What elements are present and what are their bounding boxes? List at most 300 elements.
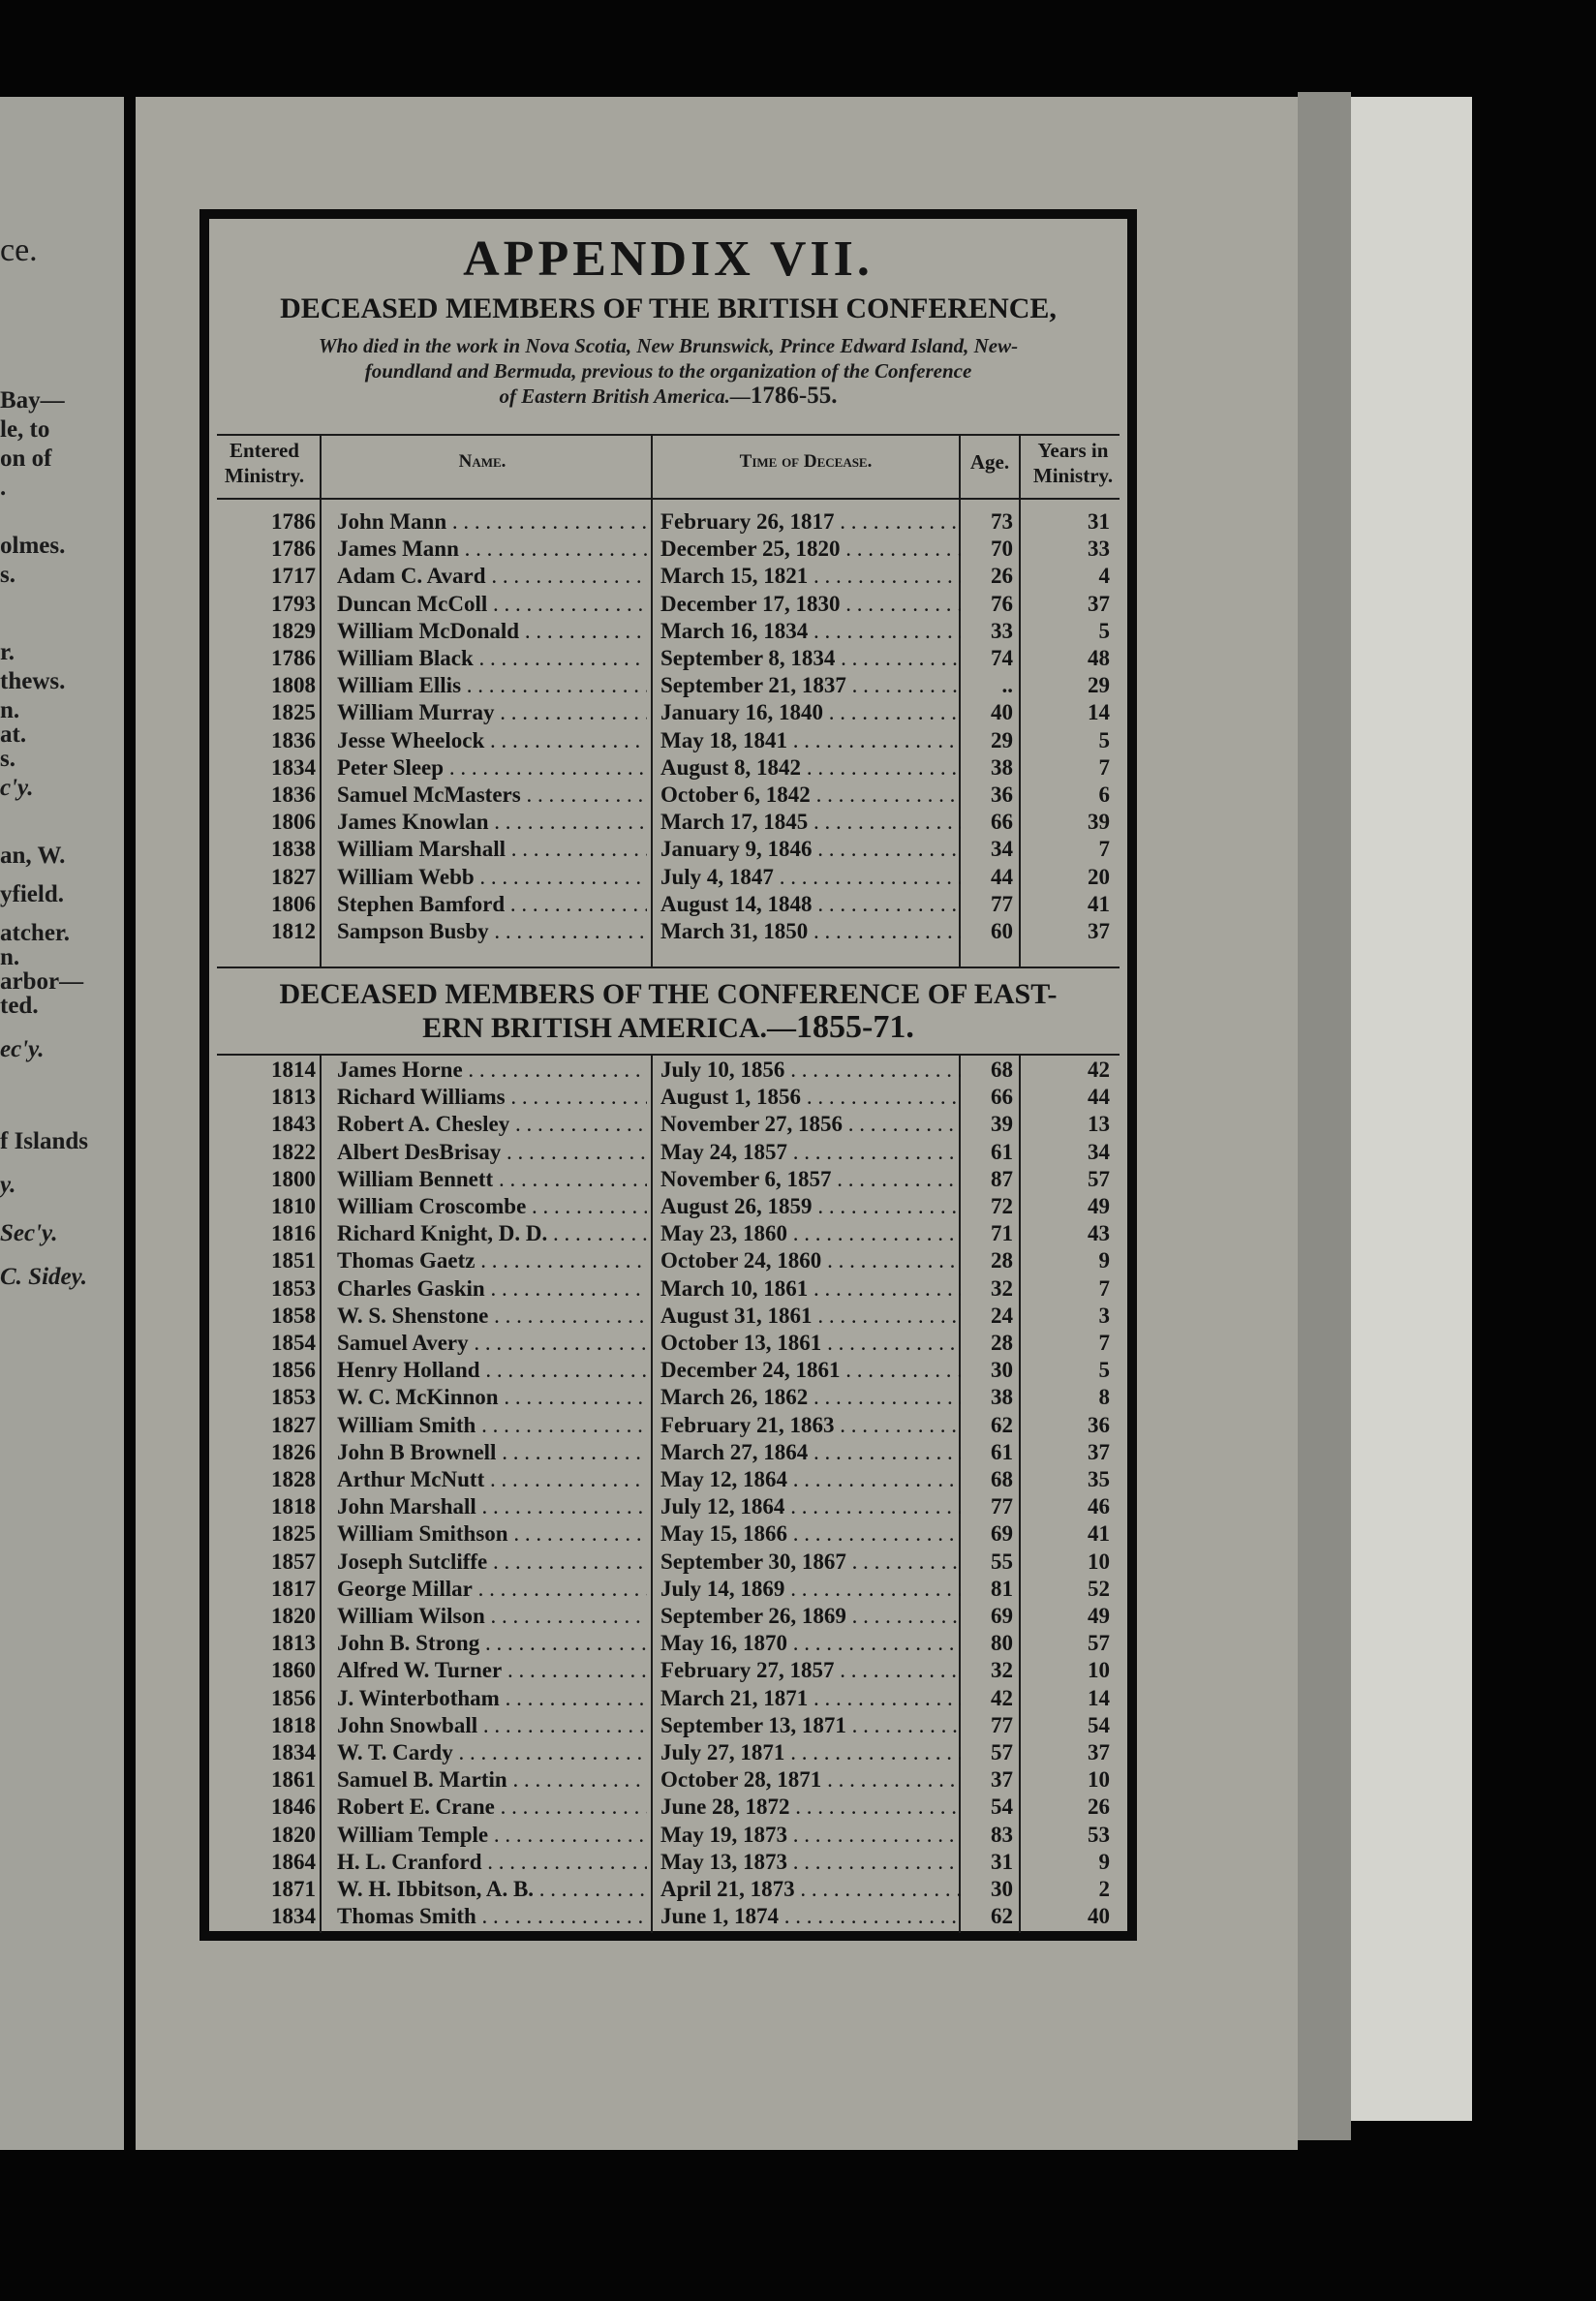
- years-in-ministry: 40: [1088, 1904, 1110, 1929]
- age: 37: [991, 1767, 1013, 1793]
- decease-date: May 24, 1857 . . .: [660, 1140, 961, 1165]
- years-in-ministry: 53: [1088, 1822, 1110, 1847]
- years-in-ministry: 33: [1088, 537, 1110, 562]
- minister-name: Henry Holland . . .: [337, 1358, 647, 1383]
- decease-date: May 18, 1841 . . .: [660, 728, 961, 753]
- table-row: [209, 1823, 1127, 1850]
- entered-year: 1818: [271, 1494, 316, 1519]
- age: 87: [991, 1166, 1013, 1191]
- years-in-ministry: 52: [1088, 1576, 1110, 1601]
- minister-name: Thomas Gaetz . . .: [337, 1248, 647, 1273]
- entered-year: 1806: [271, 891, 316, 916]
- age: 83: [991, 1822, 1013, 1847]
- years-in-ministry: 43: [1088, 1221, 1110, 1246]
- age: 44: [991, 864, 1013, 889]
- entered-year: 1871: [271, 1877, 316, 1901]
- entered-year: 1856: [271, 1358, 316, 1383]
- left-page-fragment: y.: [0, 1172, 16, 1198]
- years-in-ministry: 37: [1088, 1439, 1110, 1464]
- entered-year: 1846: [271, 1795, 316, 1820]
- entered-year: 1864: [271, 1849, 316, 1874]
- age: 61: [991, 1439, 1013, 1464]
- decease-date: January 9, 1846 . . .: [660, 837, 961, 862]
- entered-year: 1858: [271, 1303, 316, 1328]
- age: 76: [991, 591, 1013, 616]
- decease-date: October 24, 1860 . . .: [660, 1248, 961, 1273]
- minister-name: Robert A. Chesley . . .: [337, 1112, 647, 1137]
- age: 62: [991, 1412, 1013, 1437]
- decease-date: April 21, 1873 . . .: [660, 1877, 961, 1902]
- table-row: [209, 646, 1127, 673]
- minister-name: Robert E. Crane . . .: [337, 1795, 647, 1820]
- table-row: [209, 728, 1127, 755]
- minister-name: Peter Sleep . . .: [337, 755, 647, 781]
- minister-name: J. Winterbotham . . .: [337, 1686, 647, 1711]
- decease-date: November 27, 1856 . . .: [660, 1112, 961, 1137]
- years-in-ministry: 6: [1098, 782, 1110, 807]
- left-page-fragment: ted.: [0, 993, 39, 1019]
- minister-name: Alfred W. Turner . . .: [337, 1658, 647, 1683]
- col-header-years-1: Years in: [1037, 439, 1109, 462]
- entered-year: 1820: [271, 1604, 316, 1628]
- age: 68: [991, 1058, 1013, 1082]
- col-header-years: [1021, 438, 1125, 488]
- minister-name: Richard Williams . . .: [337, 1085, 647, 1110]
- decease-date: May 16, 1870 . . .: [660, 1631, 961, 1656]
- age: 29: [991, 727, 1013, 752]
- left-page-fragment: Bay—: [0, 387, 65, 414]
- left-page-fragment: thews.: [0, 668, 66, 694]
- age: 33: [991, 618, 1013, 643]
- age: 69: [991, 1521, 1013, 1547]
- table-row: [209, 1058, 1127, 1085]
- decease-date: July 14, 1869 . . .: [660, 1577, 961, 1602]
- minister-name: W. C. McKinnon . . .: [337, 1385, 647, 1410]
- age: 38: [991, 754, 1013, 780]
- decease-date: September 21, 1837 . . .: [660, 673, 961, 698]
- left-page-fragment: le, to: [0, 416, 50, 443]
- minister-name: Samuel B. Martin . . .: [337, 1767, 647, 1793]
- table-row: [209, 1767, 1127, 1795]
- age: 30: [991, 1877, 1013, 1901]
- decease-date: October 6, 1842 . . .: [660, 782, 961, 808]
- minister-name: William Smith . . .: [337, 1413, 647, 1438]
- years-in-ministry: 37: [1088, 591, 1110, 616]
- years-in-ministry: 41: [1088, 1521, 1110, 1547]
- decease-date: March 21, 1871 . . .: [660, 1686, 961, 1711]
- left-page-fragment: n.: [0, 944, 20, 970]
- entered-year: 1818: [271, 1712, 316, 1737]
- table-row: [209, 700, 1127, 727]
- minister-name: W. S. Shenstone . . .: [337, 1304, 647, 1329]
- header-bottom-rule: [217, 498, 1120, 500]
- age: 30: [991, 1358, 1013, 1383]
- table-row: [209, 1085, 1127, 1112]
- table-row: [209, 1713, 1127, 1740]
- left-page-fragment: Sec'y.: [0, 1220, 58, 1246]
- decease-date: May 19, 1873 . . .: [660, 1823, 961, 1848]
- entered-year: 1853: [271, 1275, 316, 1301]
- intro-years: 1786-55.: [750, 383, 838, 409]
- age: 77: [991, 1712, 1013, 1737]
- age: 81: [991, 1576, 1013, 1601]
- minister-name: John Marshall . . .: [337, 1494, 647, 1519]
- minister-name: John Mann . . .: [337, 509, 647, 535]
- years-in-ministry: 7: [1098, 754, 1110, 780]
- section2-line1: DECEASED MEMBERS OF THE CONFERENCE OF EAST-: [279, 978, 1058, 1010]
- minister-name: William Murray . . .: [337, 700, 647, 725]
- age: 66: [991, 1085, 1013, 1110]
- left-page-fragment: arbor—: [0, 968, 84, 995]
- years-in-ministry: 4: [1098, 564, 1110, 589]
- decease-date: December 25, 1820 . . .: [660, 537, 961, 562]
- left-page-fragment: atcher.: [0, 920, 70, 946]
- years-in-ministry: 7: [1098, 1331, 1110, 1355]
- table-row: [209, 1549, 1127, 1577]
- decease-date: March 31, 1850 . . .: [660, 919, 961, 944]
- entered-year: 1817: [271, 1576, 316, 1601]
- section2-line2: [209, 1011, 1127, 1045]
- age: 74: [991, 646, 1013, 670]
- decease-date: May 23, 1860 . . .: [660, 1221, 961, 1246]
- section2-line2-text: ERN BRITISH AMERICA.—: [422, 1012, 797, 1044]
- minister-name: Joseph Sutcliffe . . .: [337, 1549, 647, 1575]
- minister-name: William McDonald . . .: [337, 619, 647, 644]
- years-in-ministry: 37: [1088, 1740, 1110, 1764]
- entered-year: 1826: [271, 1439, 316, 1464]
- table-row: [209, 755, 1127, 782]
- entered-year: 1861: [271, 1767, 316, 1793]
- decease-date: September 26, 1869 . . .: [660, 1604, 961, 1629]
- age: 36: [991, 782, 1013, 807]
- decease-date: August 31, 1861 . . .: [660, 1304, 961, 1329]
- table-row: [209, 1577, 1127, 1604]
- minister-name: Jesse Wheelock . . .: [337, 728, 647, 753]
- left-page-fragment: c'y.: [0, 775, 34, 801]
- entered-year: 1808: [271, 673, 316, 698]
- years-in-ministry: 36: [1088, 1412, 1110, 1437]
- years-in-ministry: 14: [1088, 700, 1110, 725]
- table-row: [209, 1521, 1127, 1549]
- years-in-ministry: 2: [1098, 1877, 1110, 1901]
- minister-name: William Black . . .: [337, 646, 647, 671]
- decease-date: July 4, 1847 . . .: [660, 865, 961, 890]
- left-page-fragment: C. Sidey.: [0, 1264, 88, 1290]
- age: 42: [991, 1685, 1013, 1710]
- decease-date: March 15, 1821 . . .: [660, 564, 961, 589]
- left-page-fragment: olmes.: [0, 533, 66, 559]
- minister-name: W. H. Ibbitson, A. B. . . .: [337, 1877, 647, 1902]
- years-in-ministry: 57: [1088, 1631, 1110, 1656]
- minister-name: William Webb . . .: [337, 865, 647, 890]
- minister-name: William Smithson . . .: [337, 1521, 647, 1547]
- decease-date: June 1, 1874 . . .: [660, 1904, 961, 1929]
- table-row: [209, 1631, 1127, 1658]
- entered-year: 1813: [271, 1085, 316, 1110]
- minister-name: Sampson Busby . . .: [337, 919, 647, 944]
- decease-date: August 1, 1856 . . .: [660, 1085, 961, 1110]
- left-page-fragment: yfield.: [0, 881, 64, 907]
- table-row: [209, 1385, 1127, 1412]
- minister-name: Charles Gaskin . . .: [337, 1276, 647, 1302]
- years-in-ministry: 48: [1088, 646, 1110, 670]
- minister-name: Albert DesBrisay . . .: [337, 1140, 647, 1165]
- age: 34: [991, 837, 1013, 862]
- entered-year: 1856: [271, 1685, 316, 1710]
- left-page-fragment: on of: [0, 445, 52, 472]
- minister-name: Samuel Avery . . .: [337, 1331, 647, 1356]
- entered-year: 1825: [271, 700, 316, 725]
- years-in-ministry: 54: [1088, 1712, 1110, 1737]
- col-header-entered: [215, 438, 314, 488]
- col-header-age: Age.: [969, 450, 1010, 474]
- minister-name: William Ellis . . .: [337, 673, 647, 698]
- age: 32: [991, 1658, 1013, 1683]
- table-row: [209, 919, 1127, 946]
- intro-line-3-text: of Eastern British America.—: [499, 384, 751, 408]
- years-in-ministry: 44: [1088, 1085, 1110, 1110]
- years-in-ministry: 49: [1088, 1194, 1110, 1218]
- left-page-fragment: at.: [0, 721, 27, 748]
- left-page-fragment: ec'y.: [0, 1036, 45, 1062]
- minister-name: Samuel McMasters . . .: [337, 782, 647, 808]
- years-in-ministry: 5: [1098, 727, 1110, 752]
- entered-year: 1810: [271, 1194, 316, 1218]
- left-page-fragment: an, W.: [0, 843, 66, 869]
- intro-line-1: Who died in the work in Nova Scotia, New Brunswick, Prince Edward Island, New-: [318, 334, 1019, 357]
- col-header-time: Time of Decease.: [739, 451, 873, 472]
- entered-year: 1800: [271, 1166, 316, 1191]
- appendix-title: APPENDIX VII.: [463, 231, 874, 287]
- table-row: [209, 782, 1127, 810]
- years-in-ministry: 5: [1098, 1358, 1110, 1383]
- left-page-fragment: s.: [0, 746, 15, 772]
- years-in-ministry: 10: [1088, 1658, 1110, 1683]
- entered-year: 1793: [271, 591, 316, 616]
- section2-years: 1855-71.: [796, 1009, 914, 1045]
- minister-name: Duncan McColl . . .: [337, 592, 647, 617]
- years-in-ministry: 13: [1088, 1112, 1110, 1137]
- entered-year: 1834: [271, 754, 316, 780]
- table-row: [209, 537, 1127, 564]
- entered-year: 1834: [271, 1740, 316, 1764]
- years-in-ministry: 57: [1088, 1166, 1110, 1191]
- minister-name: William Temple . . .: [337, 1823, 647, 1848]
- years-in-ministry: 42: [1088, 1058, 1110, 1082]
- years-in-ministry: 41: [1088, 891, 1110, 916]
- years-in-ministry: 31: [1088, 509, 1110, 534]
- table-row: [209, 673, 1127, 700]
- left-page-fragment: f Islands: [0, 1128, 89, 1154]
- table-row: [209, 1604, 1127, 1631]
- age: 73: [991, 509, 1013, 534]
- years-in-ministry: 26: [1088, 1795, 1110, 1820]
- col-header-entered-1: Entered: [230, 439, 299, 462]
- years-in-ministry: 46: [1088, 1494, 1110, 1519]
- age: 55: [991, 1549, 1013, 1574]
- table-row: [209, 1304, 1127, 1331]
- minister-name: William Marshall . . .: [337, 837, 647, 862]
- minister-name: Stephen Bamford . . .: [337, 892, 647, 917]
- table-row: [209, 1494, 1127, 1521]
- minister-name: John B. Strong . . .: [337, 1631, 647, 1656]
- decease-date: September 13, 1871 . . .: [660, 1713, 961, 1738]
- age: ..: [1001, 673, 1013, 698]
- table-row: [209, 1194, 1127, 1221]
- entered-year: 1829: [271, 618, 316, 643]
- minister-name: James Knowlan . . .: [337, 810, 647, 835]
- decease-date: May 13, 1873 . . .: [660, 1850, 961, 1875]
- decease-date: October 28, 1871 . . .: [660, 1767, 961, 1793]
- section-heading-eastern: [209, 978, 1127, 1045]
- entered-year: 1836: [271, 727, 316, 752]
- decease-date: July 12, 1864 . . .: [660, 1494, 961, 1519]
- minister-name: H. L. Cranford . . .: [337, 1850, 647, 1875]
- entered-year: 1822: [271, 1139, 316, 1164]
- years-in-ministry: 35: [1088, 1467, 1110, 1491]
- entered-year: 1834: [271, 1904, 316, 1929]
- entered-year: 1806: [271, 810, 316, 835]
- entered-year: 1816: [271, 1221, 316, 1246]
- decease-date: May 15, 1866 . . .: [660, 1521, 961, 1547]
- table-row: [209, 1221, 1127, 1248]
- decease-date: May 12, 1864 . . .: [660, 1467, 961, 1492]
- col-header-entered-2: Ministry.: [224, 464, 305, 487]
- left-page-fragment: ce.: [0, 232, 38, 268]
- years-in-ministry: 7: [1098, 1275, 1110, 1301]
- decease-date: August 8, 1842 . . .: [660, 755, 961, 781]
- table-row: [209, 892, 1127, 919]
- table-row: [209, 1140, 1127, 1167]
- appendix-frame: [200, 209, 1137, 1941]
- section-divider-rule: [217, 966, 1120, 968]
- minister-name: Arthur McNutt . . .: [337, 1467, 647, 1492]
- intro-text: [248, 333, 1089, 409]
- entered-year: 1836: [271, 782, 316, 807]
- table-row: [209, 837, 1127, 864]
- years-in-ministry: 14: [1088, 1685, 1110, 1710]
- page-fore-edge: [1351, 97, 1472, 2121]
- decease-date: February 27, 1857 . . .: [660, 1658, 961, 1683]
- decease-date: March 27, 1864 . . .: [660, 1440, 961, 1465]
- age: 70: [991, 537, 1013, 562]
- minister-name: James Mann . . .: [337, 537, 647, 562]
- table-row: [209, 1331, 1127, 1358]
- age: 26: [991, 564, 1013, 589]
- age: 72: [991, 1194, 1013, 1218]
- entered-year: 1786: [271, 646, 316, 670]
- minister-name: Richard Knight, D. D. . . .: [337, 1221, 647, 1246]
- table-row: [209, 810, 1127, 837]
- decease-date: March 16, 1834 . . .: [660, 619, 961, 644]
- decease-date: August 26, 1859 . . .: [660, 1194, 961, 1219]
- entered-year: 1813: [271, 1631, 316, 1656]
- years-in-ministry: 8: [1098, 1385, 1110, 1410]
- entered-year: 1827: [271, 864, 316, 889]
- minister-name: William Croscombe . . .: [337, 1194, 647, 1219]
- age: 80: [991, 1631, 1013, 1656]
- decease-date: March 10, 1861 . . .: [660, 1276, 961, 1302]
- left-page-fragment: n.: [0, 697, 20, 723]
- section2-rule: [217, 1054, 1120, 1056]
- age: 32: [991, 1275, 1013, 1301]
- age: 77: [991, 891, 1013, 916]
- age: 57: [991, 1740, 1013, 1764]
- age: 31: [991, 1849, 1013, 1874]
- table-row: [209, 1167, 1127, 1194]
- left-page-fragment: r.: [0, 639, 15, 665]
- page-stack-edge: [1298, 92, 1351, 2140]
- table-row: [209, 1686, 1127, 1713]
- years-in-ministry: 49: [1088, 1604, 1110, 1628]
- minister-name: John Snowball . . .: [337, 1713, 647, 1738]
- left-page-fragment: s.: [0, 562, 15, 588]
- table-row: [209, 1658, 1127, 1685]
- decease-date: September 8, 1834 . . .: [660, 646, 961, 671]
- col-header-name: Name.: [458, 451, 506, 472]
- intro-line-3: [248, 384, 1089, 409]
- years-in-ministry: 10: [1088, 1767, 1110, 1793]
- decease-date: March 17, 1845 . . .: [660, 810, 961, 835]
- header-top-rule: [217, 434, 1120, 436]
- age: 28: [991, 1331, 1013, 1355]
- decease-date: March 26, 1862 . . .: [660, 1385, 961, 1410]
- age: 77: [991, 1494, 1013, 1519]
- minister-name: James Horne . . .: [337, 1058, 647, 1083]
- entered-year: 1825: [271, 1521, 316, 1547]
- entered-year: 1814: [271, 1058, 316, 1082]
- decease-date: July 10, 1856 . . .: [660, 1058, 961, 1083]
- entered-year: 1854: [271, 1331, 316, 1355]
- minister-name: Thomas Smith . . .: [337, 1904, 647, 1929]
- entered-year: 1828: [271, 1467, 316, 1491]
- years-in-ministry: 20: [1088, 864, 1110, 889]
- section-heading-british: DECEASED MEMBERS OF THE BRITISH CONFERENCE,: [280, 292, 1057, 324]
- left-page-fragment: .: [0, 475, 7, 501]
- decease-date: November 6, 1857 . . .: [660, 1167, 961, 1192]
- table-row: [209, 1276, 1127, 1304]
- table-row: [209, 509, 1127, 537]
- minister-name: William Bennett . . .: [337, 1167, 647, 1192]
- entered-year: 1851: [271, 1248, 316, 1273]
- decease-date: January 16, 1840 . . .: [660, 700, 961, 725]
- entered-year: 1853: [271, 1385, 316, 1410]
- table-row: [209, 1467, 1127, 1494]
- table-row: [209, 1904, 1127, 1931]
- minister-name: John B Brownell . . .: [337, 1440, 647, 1465]
- years-in-ministry: 9: [1098, 1849, 1110, 1874]
- age: 38: [991, 1385, 1013, 1410]
- entered-year: 1820: [271, 1822, 316, 1847]
- entered-year: 1843: [271, 1112, 316, 1137]
- minister-name: Adam C. Avard . . .: [337, 564, 647, 589]
- table-row: [209, 1877, 1127, 1904]
- age: 54: [991, 1795, 1013, 1820]
- decease-date: September 30, 1867 . . .: [660, 1549, 961, 1575]
- age: 60: [991, 919, 1013, 943]
- age: 24: [991, 1303, 1013, 1328]
- entered-year: 1838: [271, 837, 316, 862]
- entered-year: 1786: [271, 509, 316, 534]
- table-row: [209, 1112, 1127, 1139]
- decease-date: July 27, 1871 . . .: [660, 1740, 961, 1765]
- age: 68: [991, 1467, 1013, 1491]
- age: 40: [991, 700, 1013, 725]
- age: 62: [991, 1904, 1013, 1929]
- decease-date: February 26, 1817 . . .: [660, 509, 961, 535]
- table-row: [209, 619, 1127, 646]
- table-row: [209, 1440, 1127, 1467]
